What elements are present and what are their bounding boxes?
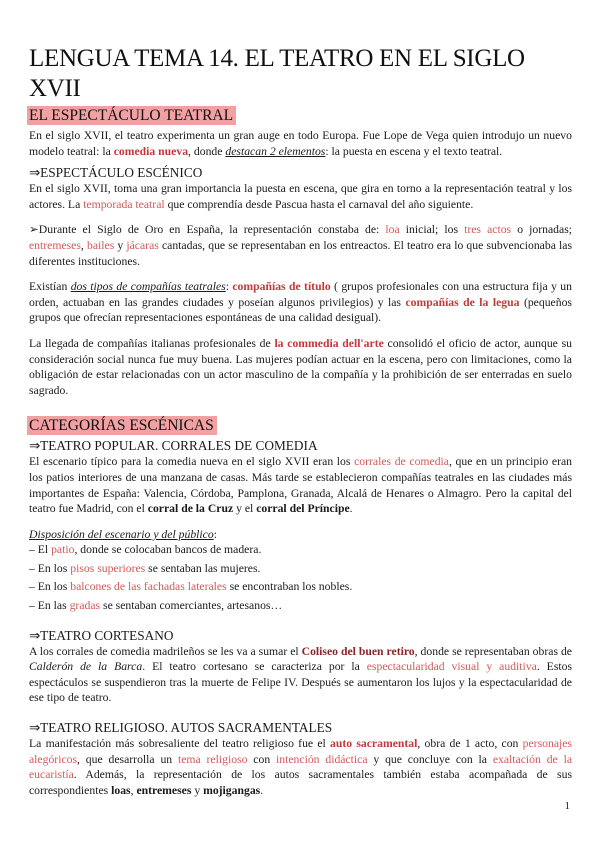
list-item — [29, 542, 572, 558]
subheading-teatro-popular: ⇒TEATRO POPULAR. CORRALES DE COMEDIA — [29, 438, 318, 454]
text: En el siglo XVII, el teatro experimenta un gran auge en todo Europa. Fue Lope de Vega quien introdujo un nuevo modelo teatral: la — [29, 129, 572, 158]
text: y el — [233, 502, 257, 516]
paragraph-corrales — [29, 454, 572, 516]
text: , donde se representaban obras de — [414, 644, 572, 658]
term-mojigangas: mojigangas — [203, 783, 261, 797]
text: consolidó el oficio de actor, aunque su consideración social nunca fue muy buena. Las mujeres podían actuar en la escena, pero con limitaciones, como la obligación de estar relacionadas con un actor masculino de la compañía y la prohibición de ser enterradas en suelo sagrado. — [29, 336, 572, 397]
text: y — [114, 238, 127, 252]
term-exaltacion: exaltación de la eucaristía — [29, 752, 573, 782]
subheading-teatro-religioso: ⇒TEATRO RELIGIOSO. AUTOS SACRAMENTALES — [29, 720, 333, 736]
text: , donde — [188, 144, 226, 158]
term-gradas: gradas — [69, 599, 101, 613]
intro-paragraph — [29, 128, 572, 159]
text: La manifestación más sobresaliente del teatro religioso fue el — [29, 737, 331, 751]
term-jacaras: jácaras — [126, 238, 159, 252]
term-calderon: Calderón de la Barca — [29, 660, 143, 674]
text: : la puesta en escena y el texto teatral. — [325, 144, 503, 158]
term-entremeses-bold: entremeses — [136, 783, 192, 797]
term-commedia-dell-arte: la commedia dell'arte — [274, 336, 384, 350]
text: ( grupos profesionales con una estructura fija y un orden, actuaban en las grandes ciudades y poseían algunos privilegios) y las — [29, 280, 572, 309]
text: En el siglo XVII, toma una gran importancia la puesta en escena, que gira en torno a la representación teatral y los actores. La — [29, 182, 572, 211]
text: que comprendía desde Pascua hasta el carnaval del año siguiente. — [164, 197, 474, 211]
term-personajes-alegoricos: personajes alegóricos — [29, 737, 572, 766]
text: Existían — [29, 280, 71, 294]
page-content — [29, 44, 572, 798]
page-number: 1 — [564, 800, 570, 812]
term-corral-cruz: corral de la Cruz — [147, 502, 234, 516]
term-loas: loas — [111, 783, 131, 797]
text: – En las — [29, 599, 70, 613]
term-auto-sacramental: auto sacramental — [330, 737, 418, 751]
text: . Además, la representación de los autos sacramentales también estaba acompañada de sus correspondientes — [29, 768, 572, 797]
text: , — [130, 783, 137, 797]
term-temporada-teatral: temporada teatral — [83, 197, 165, 211]
text: , que desarrolla un — [77, 752, 178, 766]
term-patio: patio — [51, 543, 75, 557]
text: inicial; los — [399, 223, 465, 237]
text: El escenario típico para la comedia nueva en el siglo XVII eran los — [29, 455, 355, 469]
text: se sentaban las mujeres. — [145, 561, 261, 575]
term-pisos-superiores: pisos superiores — [70, 561, 146, 575]
term-corrales-comedia: corrales de comedia — [354, 455, 449, 469]
term-intencion-didactica: intención didáctica — [276, 752, 368, 766]
text: . — [260, 783, 264, 797]
list-item — [29, 579, 572, 595]
paragraph-companias — [29, 279, 572, 326]
section-heading-categorias: CATEGORÍAS ESCÉNICAS — [27, 416, 217, 435]
term-entremeses: entremeses — [29, 238, 81, 252]
term-tema-religioso: tema religioso — [177, 752, 248, 766]
term-comedia-nueva: comedia nueva — [113, 144, 189, 158]
list-item — [29, 598, 572, 614]
text: . El teatro cortesano se caracteriza por la — [142, 660, 367, 674]
text: se sentaban comerciantes, artesanos… — [100, 599, 283, 613]
term-corral-principe: corral del Príncipe — [256, 502, 350, 516]
text: – En los — [29, 580, 71, 594]
text: ➢Durante el Siglo de Oro en España, la representación constaba de: — [29, 223, 386, 237]
text: A los corrales de comedia madrileños se les va a sumar el — [29, 644, 302, 658]
text: . Estos espectáculos se suspendieron tras la muerte de Felipe IV. Después se aumentaron los lujos y la espectacularidad de ese tipo de teatro. — [29, 660, 573, 705]
term-companias-titulo: compañías de título — [232, 280, 331, 294]
disposicion-label — [29, 527, 572, 543]
term-dos-tipos: dos tipos de compañías teatrales — [70, 280, 226, 294]
text: , — [80, 238, 87, 252]
page-title: LENGUA TEMA 14. EL TEATRO EN EL SIGLO XVII — [29, 45, 525, 102]
term-espectacularidad: espectacularidad visual y auditiva — [366, 660, 537, 674]
paragraph-puesta-escena — [29, 181, 572, 212]
term-coliseo: Coliseo del buen retiro — [301, 644, 415, 658]
text: , que en un principio eran los patios interiores de una manzana de casas. Más tarde se establecieron compañías teatrales en las ciudades más importantes de España: Valencia, Córdoba, Pamplona, Granada, Alcalá de Henares o Almagro. Pero la capital del teatro fue Madrid, con el — [29, 455, 573, 516]
paragraph-commedia — [29, 336, 572, 398]
paragraph-cortesano — [29, 644, 572, 706]
text: : — [213, 527, 217, 541]
list-item — [29, 561, 572, 577]
text: (pequeños grupos que ofrecían representaciones espontáneas de una calidad desigual). — [29, 295, 572, 325]
text: La llegada de compañías italianas profesionales de — [29, 336, 275, 350]
text: – En los — [29, 561, 71, 575]
text: , donde se colocaban bancos de madera. — [74, 543, 262, 557]
text: Disposición del escenario y del público — [29, 527, 214, 541]
subheading-espectaculo-escenico: ⇒ESPECTÁCULO ESCÉNICO — [29, 165, 203, 181]
section-heading-espectaculo: EL ESPECTÁCULO TEATRAL — [27, 106, 236, 125]
text: y — [191, 783, 204, 797]
term-balcones: balcones de las fachadas laterales — [70, 580, 227, 594]
term-tres-actos: tres actos — [464, 223, 512, 237]
text: – El — [29, 543, 52, 557]
subheading-teatro-cortesano: ⇒TEATRO CORTESANO — [29, 627, 174, 643]
text: . — [349, 502, 353, 516]
text: con — [247, 752, 277, 766]
paragraph-representacion — [29, 222, 572, 269]
term-companias-legua: compañías de la legua — [405, 295, 520, 309]
text: o jornadas; — [511, 223, 573, 237]
text: cantadas, que se representaban en los entreactos. El teatro era lo que subvencionaba las diferentes instituciones. — [29, 238, 573, 268]
text: y que concluye con la — [367, 752, 493, 766]
term-loa: loa — [385, 223, 400, 237]
text: , obra de 1 acto, con — [417, 737, 523, 751]
paragraph-religioso — [29, 736, 572, 798]
term-bailes: bailes — [86, 238, 115, 252]
text: se encontraban los nobles. — [226, 580, 353, 594]
term-destacan: destacan 2 elementos — [225, 144, 326, 158]
disposicion-list — [29, 542, 572, 613]
text: : — [225, 280, 233, 294]
